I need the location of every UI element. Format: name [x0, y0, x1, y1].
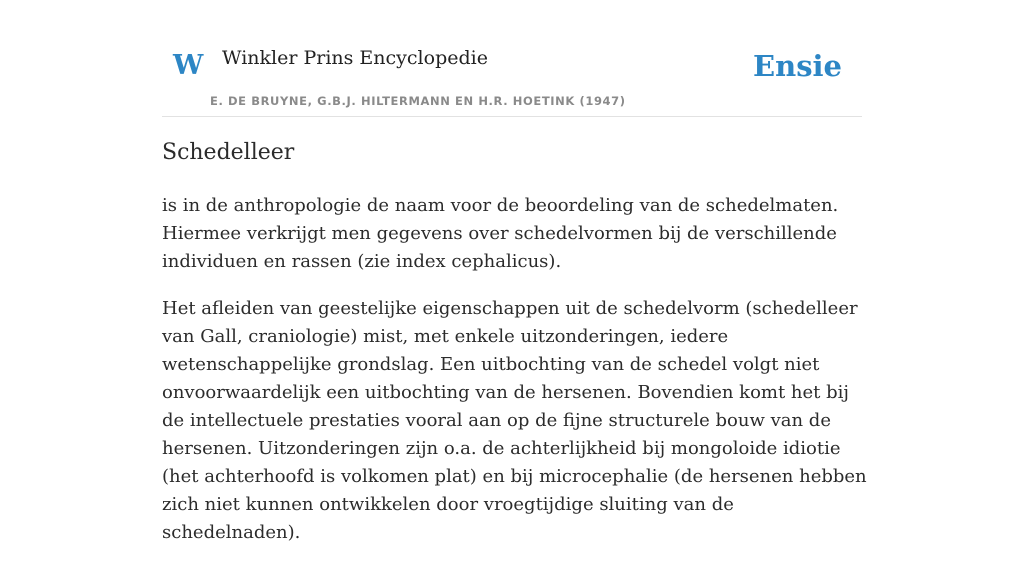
header: [162, 0, 862, 117]
ensie-logo[interactable]: Ensie: [753, 49, 842, 83]
publication-authors: E. DE BRUYNE, G.B.J. HILTERMANN EN H.R. HOETINK (1947): [210, 94, 626, 108]
winkler-prins-logo[interactable]: W: [173, 50, 204, 81]
publication-title[interactable]: Winkler Prins Encyclopedie: [222, 47, 488, 69]
article-body: [162, 192, 867, 566]
article-paragraph: is in de anthropologie de naam voor de beoordeling van de schedelmaten. Hiermee verkrijgt men gegevens over schedelvormen bij de verschillende individuen en rassen (zie index cephalicus).: [162, 195, 839, 272]
page: [162, 0, 867, 543]
article-title: Schedelleer: [162, 140, 295, 165]
article-paragraph: Het afleiden van geestelijke eigenschappen uit de schedelvorm (schedelleer van Gall, craniologie) mist, met enkele uitzonderingen, iedere wetenschappelijke grondslag. Een uitbochting van de schedel volgt niet onvoorwaardelijk een uitbochting van de hersenen. Bovendien komt het bij de intellectuele prestaties vooral aan op de fijne structurele bouw van de hersenen. Uitzonderingen zijn o.a. de achterlijkheid bij mongoloide idiotie (het achterhoofd is volkomen plat) en bij microcephalie (de hersenen hebben zich niet kunnen ontwikkelen door vroegtijdige sluiting van de schedelnaden).: [162, 298, 867, 543]
